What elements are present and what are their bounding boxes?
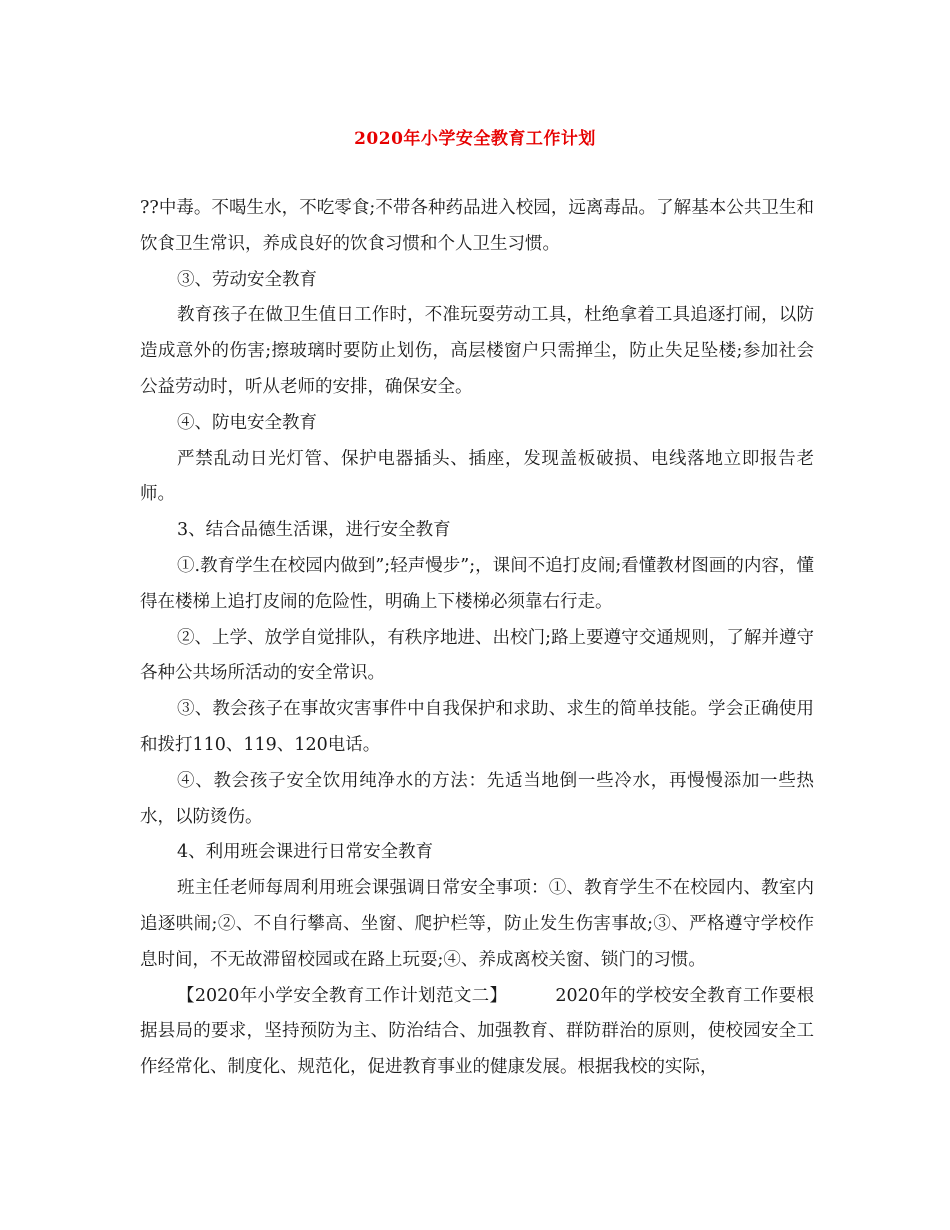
paragraph-class-meeting: 班主任老师每周利用班会课强调日常安全事项：①、教育学生不在校园内、教室内追逐哄闹;②、不自行攀高、坐窗、爬护栏等，防止发生伤害事故;③、严格遵守学校作息时间，不无故滞留校园或在路上玩耍;④、养成离校关窗、锁门的习惯。 [140,878,814,970]
paragraph-plan-two [140,979,814,1086]
heading-electric-safety: ④、防电安全教育 [177,412,317,433]
document-title: 2020年小学安全教育工作计划 [354,129,596,149]
paragraph-traffic-rules: ②、上学、放学自觉排队，有秩序地进、出校门;路上要遵守交通规则，了解并遵守各种公共场所活动的安全常识。 [140,627,814,684]
paragraph-labor-safety: 教育孩子在做卫生值日工作时，不准玩耍劳动工具，杜绝拿着工具追逐打闹，以防造成意外的伤害;擦玻璃时要防止划伤，高层楼窗户只需掸尘，防止失足坠楼;参加社会公益劳动时，听从老师的安排，确保安全。 [140,305,814,397]
paragraph-campus-behavior: ①.教育学生在校园内做到”;轻声慢步”;，课间不追打皮闹;看懂教材图画的内容，懂得在楼梯上追打皮闹的危险性，明确上下楼梯必须靠右行走。 [140,555,814,612]
paragraph-poison-hygiene: ??中毒。不喝生水，不吃零食;不带各种药品进入校园，远离毒品。了解基本公共卫生和饮食卫生常识，养成良好的饮食习惯和个人卫生习惯。 [140,198,814,254]
heading-moral-class: 3、结合品德生活课，进行安全教育 [177,520,451,541]
paragraph-electric-safety: 严禁乱动日光灯管、保护电器插头、插座，发现盖板破损、电线落地立即报告老师。 [140,448,814,505]
paragraph-emergency-skills: ③、教会孩子在事故灾害事件中自我保护和求助、求生的简单技能。学会正确使用和拨打110、119、120电话。 [140,699,814,755]
plan-two-text: 2020年的学校安全教育工作要根据县局的要求，坚持预防为主、防治结合、加强教育、群防群治的原则，使校园安全工作经常化、制度化、规范化，促进教育事业的健康发展。根据我校的实际， [140,985,814,1078]
heading-class-meeting: 4、利用班会课进行日常安全教育 [177,842,434,863]
paragraph-drinking-water: ④、教会孩子安全饮用纯净水的方法：先适当地倒一些冷水，再慢慢添加一些热水，以防烫伤。 [140,770,814,827]
plan-two-heading: 【2020年小学安全教育工作计划范文二】 [177,985,508,1006]
heading-labor-safety: ③、劳动安全教育 [177,269,317,290]
document-body [140,191,814,1086]
